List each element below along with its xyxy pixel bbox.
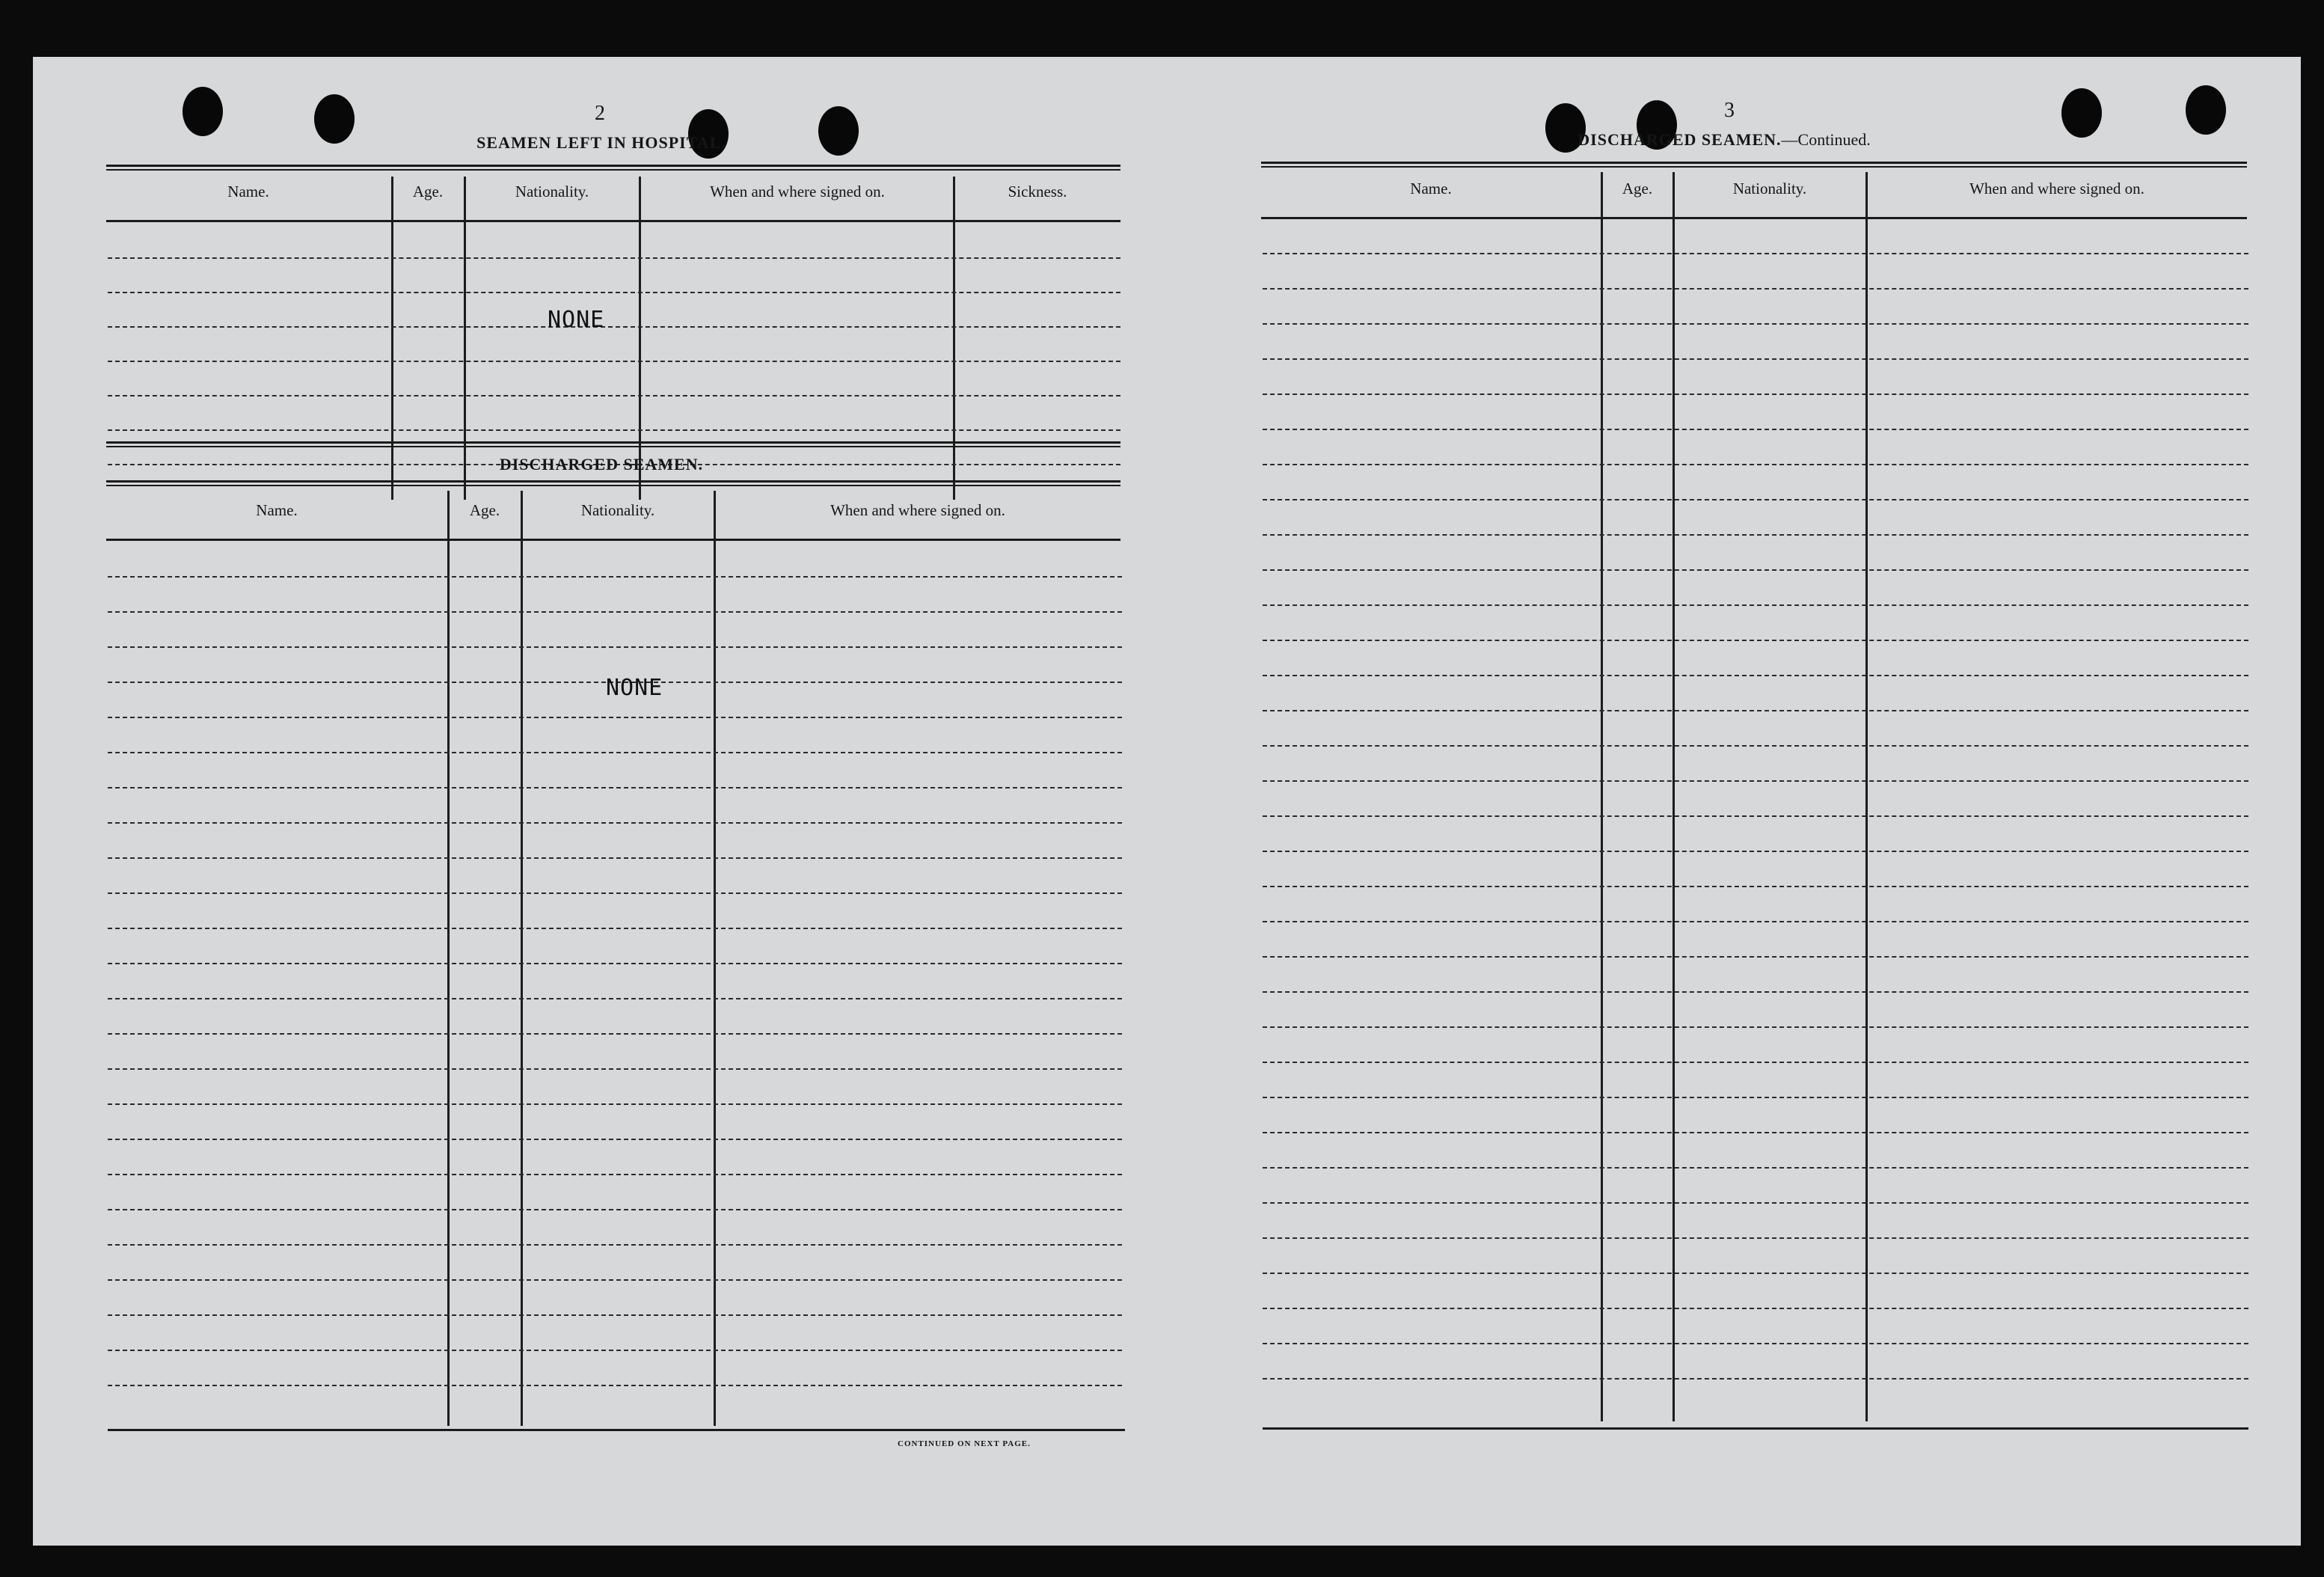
entry-row-line <box>108 1314 1122 1316</box>
entry-row-line <box>108 892 1122 894</box>
left-page <box>33 57 1167 1546</box>
entry-row-line <box>108 395 1120 396</box>
col-header-name: Name. <box>227 183 269 200</box>
punch-hole <box>818 106 859 156</box>
column-divider <box>464 177 466 500</box>
entry-row-line <box>1263 394 2248 395</box>
none-stamp: NONE <box>548 307 605 333</box>
entry-row-line <box>1263 1378 2248 1380</box>
entry-row-line <box>108 717 1122 718</box>
entry-row-line <box>1263 991 2248 993</box>
col-header-sickness: Sickness. <box>1008 183 1067 200</box>
entry-row-line <box>108 1139 1122 1140</box>
entry-row-line <box>108 576 1122 578</box>
column-divider <box>714 491 716 1426</box>
entry-row-line <box>1263 886 2248 887</box>
entry-row-line <box>1263 604 2248 606</box>
table-bottom-rule <box>1263 1427 2248 1430</box>
entry-row-line <box>108 963 1122 964</box>
table-bottom-rule <box>108 1429 1125 1431</box>
column-divider <box>391 177 393 500</box>
page-number: 3 <box>1724 99 1735 122</box>
discharged-continued-heading <box>1548 130 1900 150</box>
entry-row-line <box>108 1244 1122 1246</box>
column-divider <box>521 491 523 1426</box>
entry-row-line <box>108 257 1120 259</box>
table-top-rule <box>106 480 1120 486</box>
entry-row-line <box>108 1103 1122 1105</box>
entry-row-line <box>108 1385 1122 1386</box>
entry-row-line <box>1263 1026 2248 1028</box>
entry-row-line <box>108 1174 1122 1175</box>
entry-row-line <box>108 1279 1122 1281</box>
entry-row-line <box>1263 499 2248 500</box>
entry-row-line <box>1263 1308 2248 1309</box>
entry-row-line <box>108 1209 1122 1210</box>
entry-row-line <box>1263 710 2248 711</box>
entry-row-line <box>1263 534 2248 536</box>
entry-row-line <box>108 787 1122 788</box>
section-rule <box>106 441 1120 447</box>
entry-row-line <box>1263 288 2248 290</box>
col-header-age: Age. <box>412 183 444 200</box>
entry-row-line <box>108 646 1122 648</box>
entry-row-line <box>1263 1167 2248 1169</box>
table-top-rule <box>1261 162 2247 168</box>
col-header-signed-on: When and where signed on. <box>830 501 1005 519</box>
col-header-age: Age. <box>1622 180 1653 197</box>
entry-row-line <box>1263 464 2248 465</box>
discharged-section-heading: DISCHARGED SEAMEN. <box>499 455 704 474</box>
heading-main: DISCHARGED SEAMEN. <box>1578 130 1782 149</box>
entry-row-line <box>1263 1273 2248 1274</box>
entry-row-line <box>1263 569 2248 571</box>
col-header-nationality: Nationality. <box>580 501 655 519</box>
hospital-section-heading: SEAMEN LEFT IN HOSPITAL. <box>476 133 726 152</box>
entry-row-line <box>108 822 1122 824</box>
col-header-signed-on: When and where signed on. <box>1969 180 2144 197</box>
entry-row-line <box>1263 780 2248 782</box>
entry-row-line <box>1263 956 2248 958</box>
entry-row-line <box>108 1350 1122 1351</box>
entry-row-line <box>1263 1062 2248 1063</box>
entry-row-line <box>1263 1202 2248 1204</box>
entry-row-line <box>1263 1237 2248 1239</box>
entry-row-line <box>108 361 1120 362</box>
entry-row-line <box>108 1068 1122 1070</box>
entry-row-line <box>108 928 1122 929</box>
entry-row-line <box>1263 1343 2248 1344</box>
continued-note: CONTINUED ON NEXT PAGE. <box>898 1439 1031 1448</box>
entry-row-line <box>1263 815 2248 817</box>
col-header-nationality: Nationality. <box>515 183 589 200</box>
heading-continued: —Continued. <box>1781 130 1871 149</box>
entry-row-line <box>108 1033 1122 1035</box>
document-paper <box>33 57 2301 1546</box>
entry-row-line <box>1263 323 2248 325</box>
table-top-rule <box>106 165 1120 171</box>
right-page <box>1167 57 2301 1546</box>
punch-hole <box>314 94 355 144</box>
entry-row-line <box>108 429 1120 431</box>
entry-row-line <box>108 752 1122 753</box>
entry-row-line <box>108 326 1120 328</box>
entry-row-line <box>1263 358 2248 360</box>
col-header-name: Name. <box>256 501 298 519</box>
entry-row-line <box>1263 429 2248 430</box>
entry-row-line <box>1263 1097 2248 1098</box>
column-divider <box>953 177 955 500</box>
none-stamp: NONE <box>606 675 663 701</box>
entry-row-line <box>108 857 1122 859</box>
col-header-nationality: Nationality. <box>1732 180 1807 197</box>
col-header-age: Age. <box>469 501 500 519</box>
entry-row-line <box>108 292 1120 293</box>
col-header-name: Name. <box>1410 180 1452 197</box>
header-bottom-rule <box>1261 217 2247 219</box>
punch-hole <box>183 87 223 136</box>
entry-row-line <box>1263 640 2248 641</box>
entry-row-line <box>1263 851 2248 852</box>
entry-row-line <box>1263 1132 2248 1133</box>
entry-row-line <box>108 998 1122 999</box>
column-divider <box>639 177 641 500</box>
punch-hole <box>2186 85 2226 135</box>
page-number: 2 <box>595 102 605 125</box>
entry-row-line <box>1263 253 2248 254</box>
entry-row-line <box>108 611 1122 613</box>
col-header-signed-on: When and where signed on. <box>710 183 885 200</box>
column-divider <box>447 491 450 1426</box>
entry-row-line <box>1263 921 2248 922</box>
entry-row-line <box>1263 675 2248 676</box>
punch-hole <box>2061 88 2102 138</box>
entry-row-line <box>1263 745 2248 747</box>
header-bottom-rule <box>106 220 1120 222</box>
header-bottom-rule <box>106 539 1120 541</box>
